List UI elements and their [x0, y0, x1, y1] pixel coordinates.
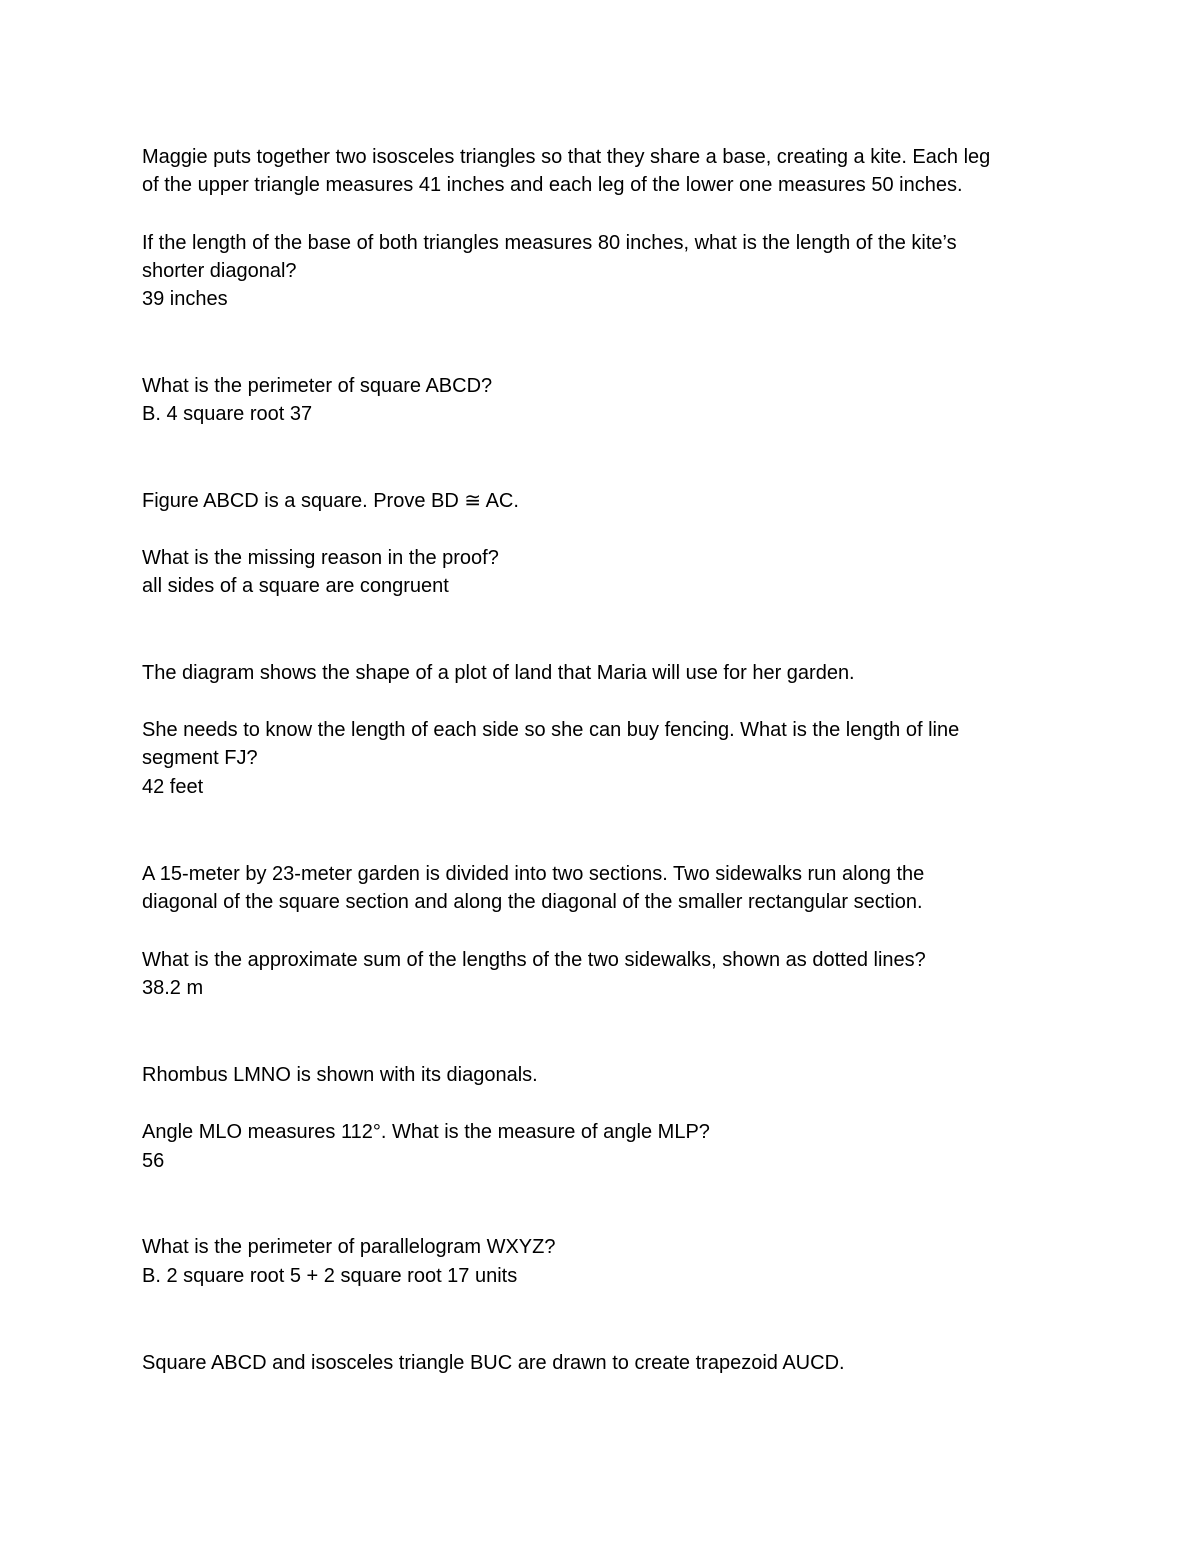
parallelogram-answer: B. 2 square root 5 + 2 square root 17 units	[142, 1265, 518, 1287]
square-proof-statement: Figure ABCD is a square. Prove BD ≅ AC.	[142, 490, 519, 512]
rhombus-answer: 56	[142, 1150, 165, 1172]
kite-question-line-4: shorter diagonal?	[142, 260, 297, 282]
garden-plot-answer: 42 feet	[142, 776, 204, 798]
kite-question-line-2: of the upper triangle measures 41 inches and each leg of the lower one measures 50 inches.	[142, 174, 963, 196]
sidewalks-question: What is the approximate sum of the lengths of the two sidewalks, shown as dotted lines?	[142, 949, 926, 971]
sidewalks-answer: 38.2 m	[142, 977, 204, 999]
rhombus-intro: Rhombus LMNO is shown with its diagonals.	[142, 1064, 538, 1086]
garden-plot-intro: The diagram shows the shape of a plot of land that Maria will use for her garden.	[142, 662, 855, 684]
garden-plot-question-line-1: She needs to know the length of each side so she can buy fencing. What is the length of line	[142, 719, 960, 741]
sidewalks-intro-line-2: diagonal of the square section and along the diagonal of the smaller rectangular section.	[142, 891, 923, 913]
parallelogram-question: What is the perimeter of parallelogram WXYZ?	[142, 1236, 556, 1258]
square-proof-answer: all sides of a square are congruent	[142, 575, 449, 597]
kite-question-line-3: If the length of the base of both triangles measures 80 inches, what is the length of the kite’s	[142, 232, 957, 254]
square-perimeter-question: What is the perimeter of square ABCD?	[142, 375, 493, 397]
garden-plot-question-line-2: segment FJ?	[142, 747, 258, 769]
kite-question-line-1: Maggie puts together two isosceles triangles so that they share a base, creating a kite. Each leg	[142, 146, 991, 168]
kite-answer: 39 inches	[142, 288, 228, 310]
trapezoid-statement: Square ABCD and isosceles triangle BUC are drawn to create trapezoid AUCD.	[142, 1352, 845, 1374]
rhombus-question: Angle MLO measures 112°. What is the measure of angle MLP?	[142, 1121, 710, 1143]
square-perimeter-answer: B. 4 square root 37	[142, 403, 313, 425]
square-proof-question: What is the missing reason in the proof?	[142, 547, 499, 569]
sidewalks-intro-line-1: A 15-meter by 23-meter garden is divided into two sections. Two sidewalks run along the	[142, 863, 925, 885]
